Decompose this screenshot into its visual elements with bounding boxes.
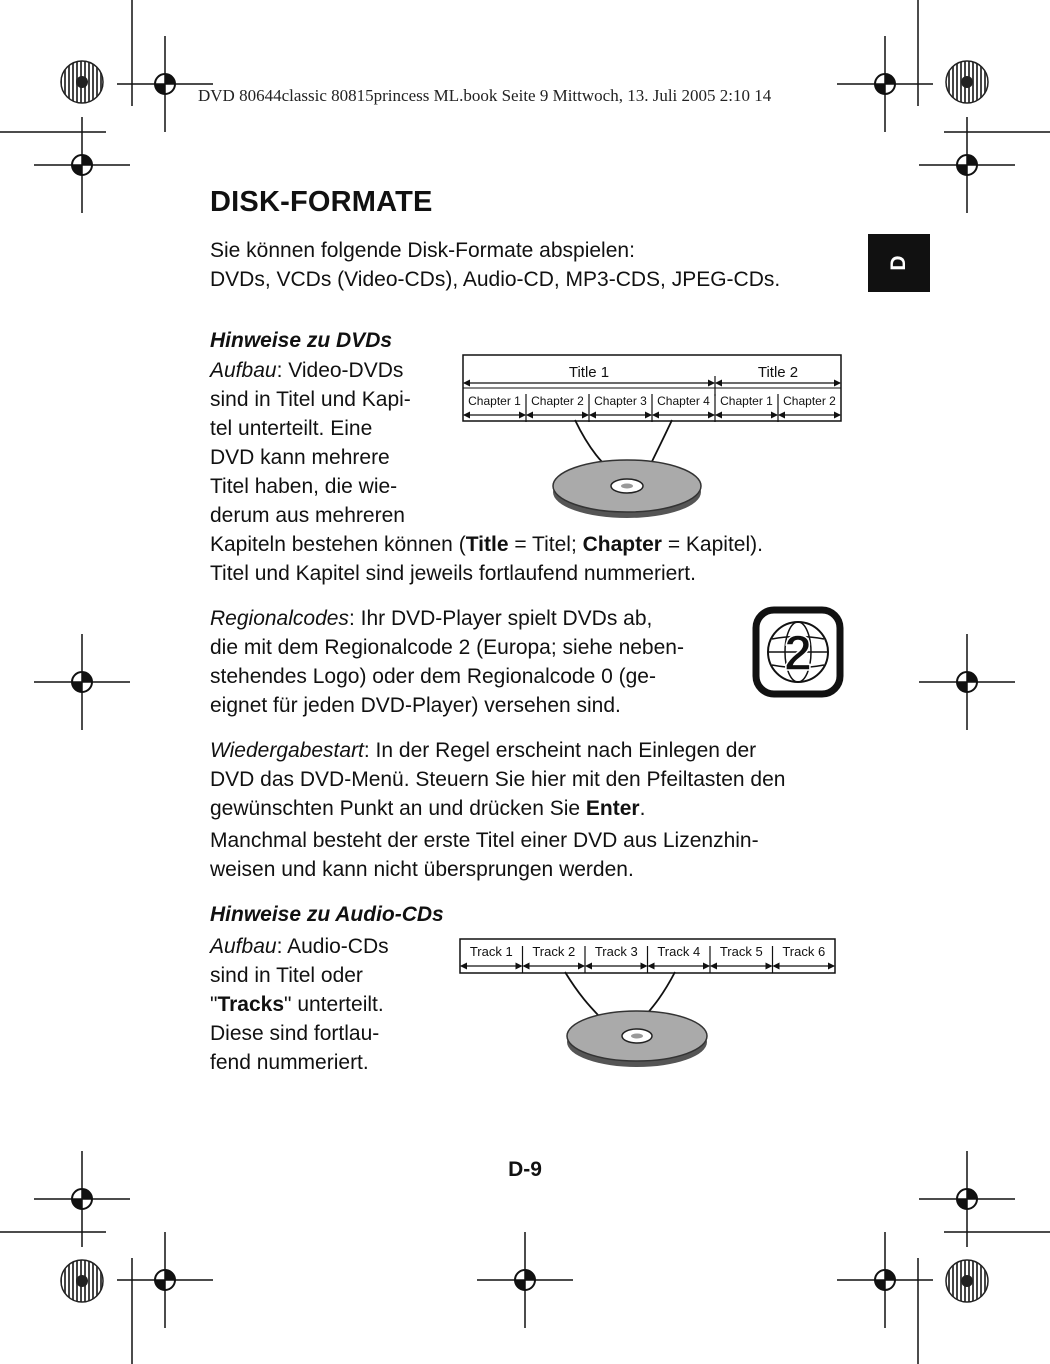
language-tab	[868, 234, 930, 292]
cd-track-label: Track 6	[782, 944, 826, 959]
dvd-title-label: Title 2	[757, 364, 799, 381]
cd-track-label: Track 5	[719, 944, 763, 959]
dvd-structure-diagram	[460, 352, 845, 522]
cd-line-5: fend nummeriert.	[210, 1051, 369, 1074]
page-title: DISK-FORMATE	[210, 186, 433, 218]
region-label: Regionalcodes	[210, 607, 349, 630]
page-number: D-9	[508, 1158, 542, 1181]
intro-line-2: DVDs, VCDs (Video-CDs), Audio-CD, MP3-CDS, JPEG-CDs.	[210, 268, 781, 291]
dvd-aufbau-cont-a: Kapiteln bestehen können (	[210, 533, 466, 556]
cd-line-1: : Audio-CDs	[276, 935, 389, 958]
cd-aufbau-label: Aufbau	[210, 935, 277, 958]
dvd-aufbau-line-6: derum aus mehreren	[210, 504, 405, 527]
region-line-3: stehendes Logo) oder dem Regionalcode 0 (ge-	[210, 665, 656, 688]
playback-line-2: DVD das DVD-Menü. Steuern Sie hier mit den Pfeiltasten den	[210, 768, 786, 791]
cd-track-label: Track 4	[657, 944, 701, 959]
playback-label: Wiedergabestart	[210, 739, 364, 762]
dvd-chapter-label: Chapter 1	[720, 394, 773, 408]
cd-aufbau-block	[210, 932, 389, 1077]
intro-line-1: Sie können folgende Disk-Formate abspielen:	[210, 239, 635, 262]
dvd-chapter-label: Chapter 2	[783, 394, 836, 408]
cd-heading: Hinweise zu Audio-CDs	[210, 903, 444, 926]
dvd-aufbau-line-5: Titel haben, die wie-	[210, 475, 398, 498]
dvd-aufbau-cont-b: = Titel;	[508, 533, 583, 556]
region-line-4: eignet für jeden DVD-Player) versehen sind.	[210, 694, 621, 717]
dvd-heading: Hinweise zu DVDs	[210, 329, 393, 352]
cd-track-label: Track 3	[594, 944, 638, 959]
cd-line-3: " unterteilt.	[284, 993, 384, 1016]
dvd-title-label: Title 1	[568, 364, 610, 381]
dvd-chapter-label: Chapter 3	[594, 394, 647, 408]
term-chapter: Chapter	[582, 533, 662, 556]
playback-line-1: : In der Regel erscheint nach Einlegen der	[363, 739, 757, 762]
dvd-aufbau-line-1: : Video-DVDs	[276, 359, 404, 382]
dvd-license-block	[210, 826, 759, 884]
dvd-aufbau-line-4: DVD kann mehrere	[210, 446, 390, 469]
license-line-2: weisen und kann nicht übersprungen werden.	[210, 858, 634, 881]
term-enter: Enter	[585, 797, 640, 820]
dvd-region-block	[210, 604, 684, 720]
cd-track-label: Track 2	[532, 944, 576, 959]
region-line-1: : Ihr DVD-Player spielt DVDs ab,	[348, 607, 653, 630]
cd-structure-diagram	[457, 936, 842, 1078]
print-header: DVD 80644classic 80815princess ML.book Seite 9 Mittwoch, 13. Juli 2005 2:10 14	[198, 86, 772, 105]
dvd-aufbau-line-3: tel unterteilt. Eine	[210, 417, 373, 440]
language-tab-label: D	[887, 255, 910, 271]
playback-line-3: gewünschten Punkt an und drücken Sie	[210, 797, 586, 820]
dvd-aufbau-label: Aufbau	[210, 359, 277, 382]
region-code-number: 2	[784, 625, 812, 681]
dvd-aufbau-line-2: sind in Titel und Kapi-	[210, 388, 411, 411]
dvd-chapter-label: Chapter 4	[657, 394, 710, 408]
dvd-chapter-label: Chapter 2	[531, 394, 584, 408]
playback-line-3-end: .	[639, 797, 646, 820]
term-tracks: Tracks	[217, 993, 285, 1016]
license-line-1: Manchmal besteht der erste Titel einer DVD aus Lizenzhin-	[210, 829, 759, 852]
region-line-2: die mit dem Regionalcode 2 (Europa; siehe neben-	[210, 636, 684, 659]
cd-track-label: Track 1	[469, 944, 513, 959]
term-title: Title	[465, 533, 509, 556]
dvd-chapter-label: Chapter 1	[468, 394, 521, 408]
dvd-aufbau-line-8: Titel und Kapitel sind jeweils fortlaufend nummeriert.	[210, 562, 696, 585]
intro	[210, 236, 780, 294]
dvd-aufbau-block	[210, 356, 470, 530]
dvd-aufbau-cont-c: = Kapitel).	[661, 533, 763, 556]
cd-line-2: sind in Titel oder	[210, 964, 363, 987]
cd-line-4: Diese sind fortlau-	[210, 1022, 380, 1045]
cd-line-3-quote: "	[210, 993, 218, 1016]
dvd-aufbau-continued	[210, 530, 763, 588]
region-code-logo	[752, 606, 844, 698]
dvd-playback-block	[210, 736, 785, 823]
